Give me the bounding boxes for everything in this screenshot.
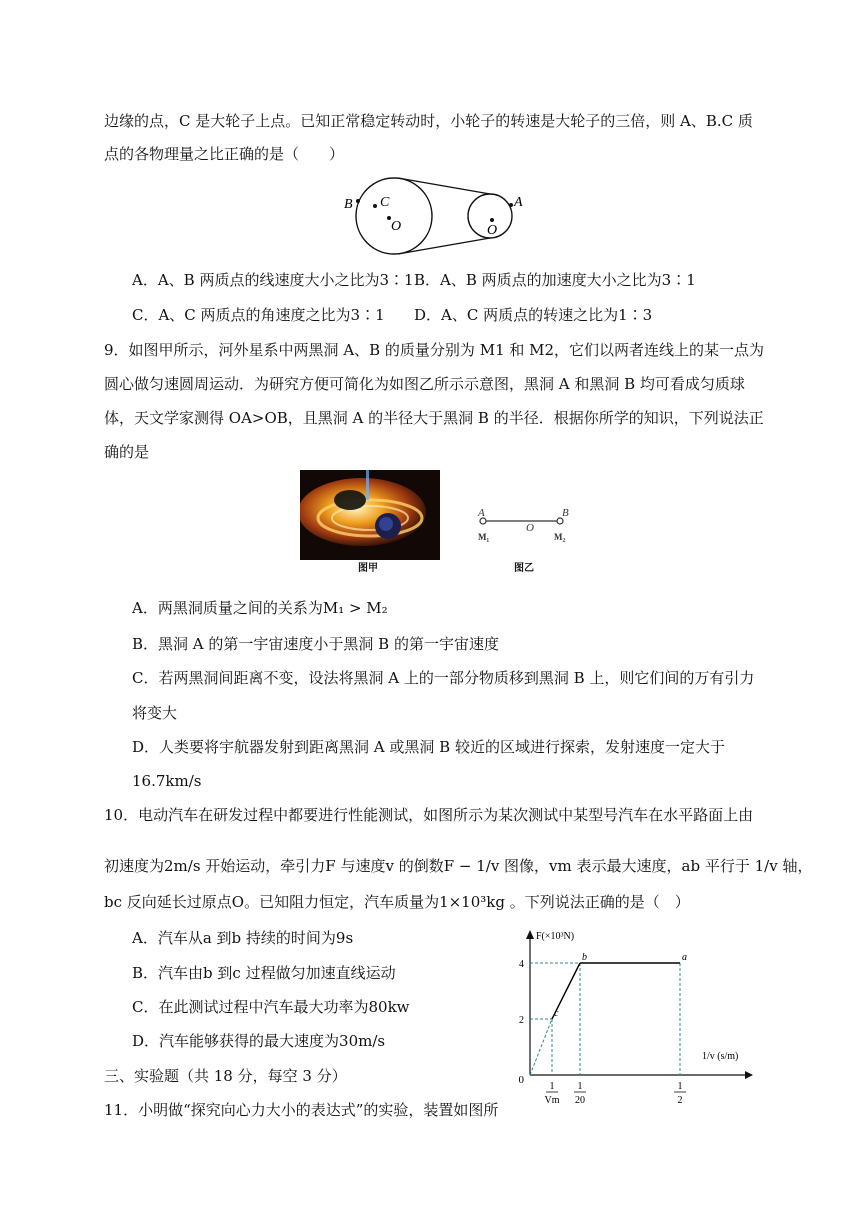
point-a <box>509 203 513 207</box>
q9-option-b: B．黑洞 A 的第一宇宙速度小于黑洞 B 的第一宇宙速度 <box>132 635 499 653</box>
q8-option-d: D．A、C 两质点的转速之比为1∶3 <box>414 306 653 324</box>
q11-line-1: 11．小明做“探究向心力大小的表达式”的实验，装置如图所 <box>104 1101 499 1119</box>
label-o-big: O <box>391 219 402 234</box>
section-3-heading: 三、实验题（共 18 分，每空 3 分） <box>104 1067 347 1085</box>
black-hole-image <box>300 470 440 560</box>
fig-yi-label-m1: M₁ <box>478 532 490 542</box>
y-axis-arrow <box>526 930 534 939</box>
q8-option-b: B．A、B 两质点的加速度大小之比为3∶1 <box>414 271 696 289</box>
q10-option-c: C．在此测试过程中汽车最大功率为80kw <box>132 998 410 1016</box>
q10-line-1: 10．电动汽车在研发过程中都要进行性能测试，如图所示为某次测试中某型号汽车在水平路面上由 <box>104 806 754 824</box>
extension-through-origin <box>530 1019 552 1075</box>
caption-figure-jia: 图甲 <box>358 563 378 574</box>
label-o-small: O <box>487 223 498 238</box>
q10-line-2: 初速度为2m/s 开始运动，牵引力F 与速度v 的倒数F − 1/v 图像，vm 表示最大速度，ab 平行于 1/v 轴， <box>104 857 813 875</box>
q9-line-2: 圆心做匀速圆周运动．为研究方便可简化为如图乙所示示意图，黑洞 A 和黑洞 B 均可看成匀质球 <box>104 375 745 393</box>
caption-figure-yi: 图乙 <box>514 563 534 574</box>
q9-line-4: 确的是 <box>104 443 150 461</box>
point-label-b: b <box>582 952 587 963</box>
q10-option-d: D．汽车能够获得的最大速度为30m/s <box>132 1032 386 1050</box>
q8-option-a: A．A、B 两质点的线速度大小之比为3∶1 <box>132 271 414 289</box>
fig-yi-label-b: B <box>562 507 569 519</box>
x-tick-numerator-1: 1 <box>577 1081 583 1092</box>
x-tick-numerator-2: 1 <box>677 1081 683 1092</box>
label-a: A <box>514 195 523 210</box>
belt-pulley-figure <box>340 176 530 262</box>
q9-option-d-line-1: D．人类要将宇航器发射到距离黑洞 A 或黑洞 B 较近的区域进行探索，发射速度一定大于 <box>132 738 725 756</box>
q10-option-b: B．汽车由b 到c 过程做匀加速直线运动 <box>132 964 396 982</box>
force-inverse-velocity-chart <box>500 925 760 1105</box>
y-tick-2: 2 <box>519 1015 524 1026</box>
fig-yi-label-o: O <box>526 522 534 534</box>
x-tick-denominator-0: Vm <box>544 1095 560 1105</box>
fig-yi-label-m2: M₂ <box>554 532 566 542</box>
x-axis-label: 1/v (s/m) <box>702 1051 739 1062</box>
belt-bottom <box>398 238 490 254</box>
q10-line-3: bc 反向延长过原点O。已知阻力恒定，汽车质量为1×10³kg 。下列说法正确的是（ ） <box>104 893 690 911</box>
belt-top <box>398 178 490 194</box>
point-c <box>373 204 377 208</box>
x-tick-denominator-1: 20 <box>575 1095 585 1105</box>
q8-line-2: 点的各物理量之比正确的是（ ） <box>104 145 345 163</box>
big-wheel <box>356 178 432 254</box>
q9-line-3: 体，天文学家测得 OA>OB，且黑洞 A 的半径大于黑洞 B 的半径．根据你所学的知识，下列说法正 <box>104 409 764 427</box>
x-tick-denominator-2: 2 <box>677 1095 683 1105</box>
q10-option-a: A．汽车从a 到b 持续的时间为9s <box>132 929 354 947</box>
q9-option-c-line-2: 将变大 <box>132 704 178 722</box>
fig-yi-label-a: A <box>478 507 485 519</box>
y-tick-4: 4 <box>519 959 524 970</box>
x-tick-numerator-0: 1 <box>549 1081 555 1092</box>
q9-option-d-line-2: 16.7km/s <box>132 772 202 790</box>
label-c: C <box>380 195 390 210</box>
q8-line-1: 边缘的点，C 是大轮子上点。已知正常稳定转动时，小轮子的转速是大轮子的三倍，则 A、B.C 质 <box>104 112 753 130</box>
point-b <box>356 199 360 203</box>
label-b: B <box>344 197 353 212</box>
q9-option-c-line-1: C．若两黑洞间距离不变，设法将黑洞 A 上的一部分物质移到黑洞 B 上，则它们间的万有引力 <box>132 669 755 687</box>
q9-line-1: 9．如图甲所示，河外星系中两黑洞 A、B 的质量分别为 M1 和 M2，它们以两者连线上的某一点为 <box>104 341 765 359</box>
q8-option-c: C．A、C 两质点的角速度之比为3∶1 <box>132 306 385 324</box>
center-small <box>490 218 494 222</box>
point-label-c: c <box>554 1008 559 1019</box>
binary-schematic <box>474 504 574 544</box>
q9-option-a: A．两黑洞质量之间的关系为M₁ > M₂ <box>132 599 388 617</box>
origin-label: 0 <box>518 1074 524 1086</box>
x-axis-arrow <box>745 1071 753 1079</box>
point-label-a: a <box>682 952 687 963</box>
y-axis-label: F(×10³N) <box>536 931 575 942</box>
